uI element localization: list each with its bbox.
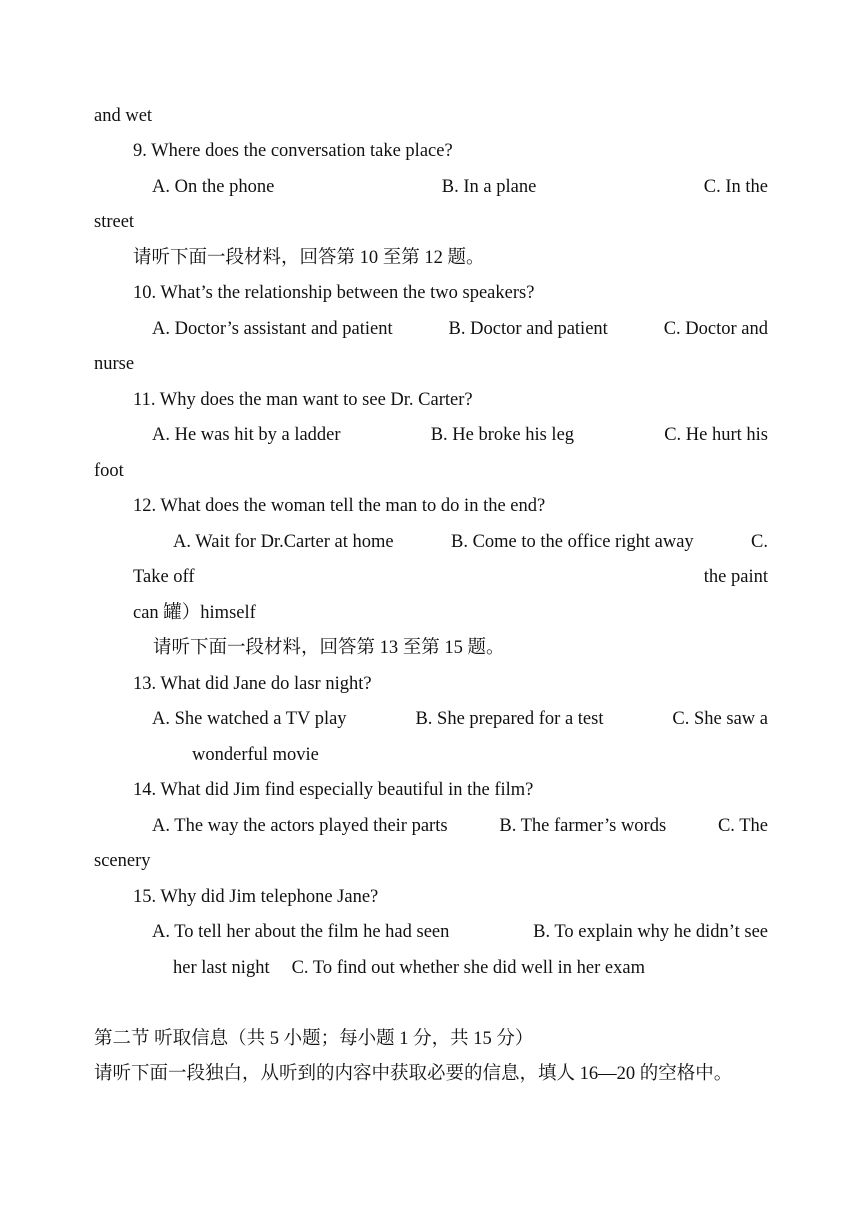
text-line: can 罐）himself xyxy=(133,603,256,623)
text-segment: the paint xyxy=(703,567,768,587)
options-row-10 xyxy=(152,317,768,341)
option-a: A. Wait for Dr.Carter at home xyxy=(173,532,394,552)
option-a: A. The way the actors played their parts xyxy=(152,816,448,836)
question-10: 10. What’s the relationship between the two speakers? xyxy=(133,283,535,303)
option-c: C. Doctor and xyxy=(663,319,768,339)
options-row-9 xyxy=(152,175,768,199)
option-b: B. Doctor and patient xyxy=(448,319,608,339)
option-b: B. She prepared for a test xyxy=(415,709,604,729)
text-segment: Take off xyxy=(133,567,195,587)
text-segment: her last night xyxy=(173,958,270,978)
question-13: 13. What did Jane do lasr night? xyxy=(133,674,372,694)
option-b: B. The farmer’s words xyxy=(499,816,667,836)
options-row-13 xyxy=(152,707,768,731)
text-line: wonderful movie xyxy=(192,745,319,765)
option-a: A. On the phone xyxy=(152,177,275,197)
section-instruction: 请听下面一段独白，从听到的内容中获取必要的信息，填人 16—20 的空格中。 xyxy=(94,1064,733,1084)
option-c: C. xyxy=(751,532,768,552)
option-c: C. In the xyxy=(703,177,768,197)
options-row-15 xyxy=(152,920,768,944)
question-9: 9. Where does the conversation take place? xyxy=(133,141,453,161)
option-b: B. He broke his leg xyxy=(430,425,575,445)
option-a: A. He was hit by a ladder xyxy=(152,425,341,445)
text-line: and wet xyxy=(94,106,153,126)
option-a: A. Doctor’s assistant and patient xyxy=(152,319,393,339)
question-12: 12. What does the woman tell the man to do in the end? xyxy=(133,496,546,516)
text-line: foot xyxy=(94,461,124,481)
option-b: B. To explain why he didn’t see xyxy=(533,922,768,942)
option-a: A. To tell her about the film he had seen xyxy=(152,922,450,942)
options-row-14 xyxy=(152,814,768,838)
question-14: 14. What did Jim find especially beautiful in the film? xyxy=(133,780,534,800)
text-line: street xyxy=(94,212,135,232)
option-c: C. She saw a xyxy=(672,709,768,729)
question-11: 11. Why does the man want to see Dr. Carter? xyxy=(133,390,473,410)
text-line-justified xyxy=(133,565,768,589)
text-line: nurse xyxy=(94,354,135,374)
section-instruction: 请听下面一段材料，回答第 13 至第 15 题。 xyxy=(153,638,505,658)
option-c: C. He hurt his xyxy=(664,425,768,445)
text-line xyxy=(173,956,645,980)
option-b: B. Come to the office right away xyxy=(450,532,694,552)
section-instruction: 请听下面一段材料，回答第 10 至第 12 题。 xyxy=(133,248,485,268)
option-b: B. In a plane xyxy=(441,177,537,197)
text-line: scenery xyxy=(94,851,151,871)
option-c: C. The xyxy=(717,816,768,836)
option-a: A. She watched a TV play xyxy=(152,709,347,729)
section-heading: 第二节 听取信息（共 5 小题；每小题 1 分，共 15 分） xyxy=(94,1029,534,1049)
question-15: 15. Why did Jim telephone Jane? xyxy=(133,887,379,907)
options-row-11 xyxy=(152,423,768,447)
option-c: C. To find out whether she did well in her exam xyxy=(291,958,645,978)
options-row-12 xyxy=(173,530,768,554)
